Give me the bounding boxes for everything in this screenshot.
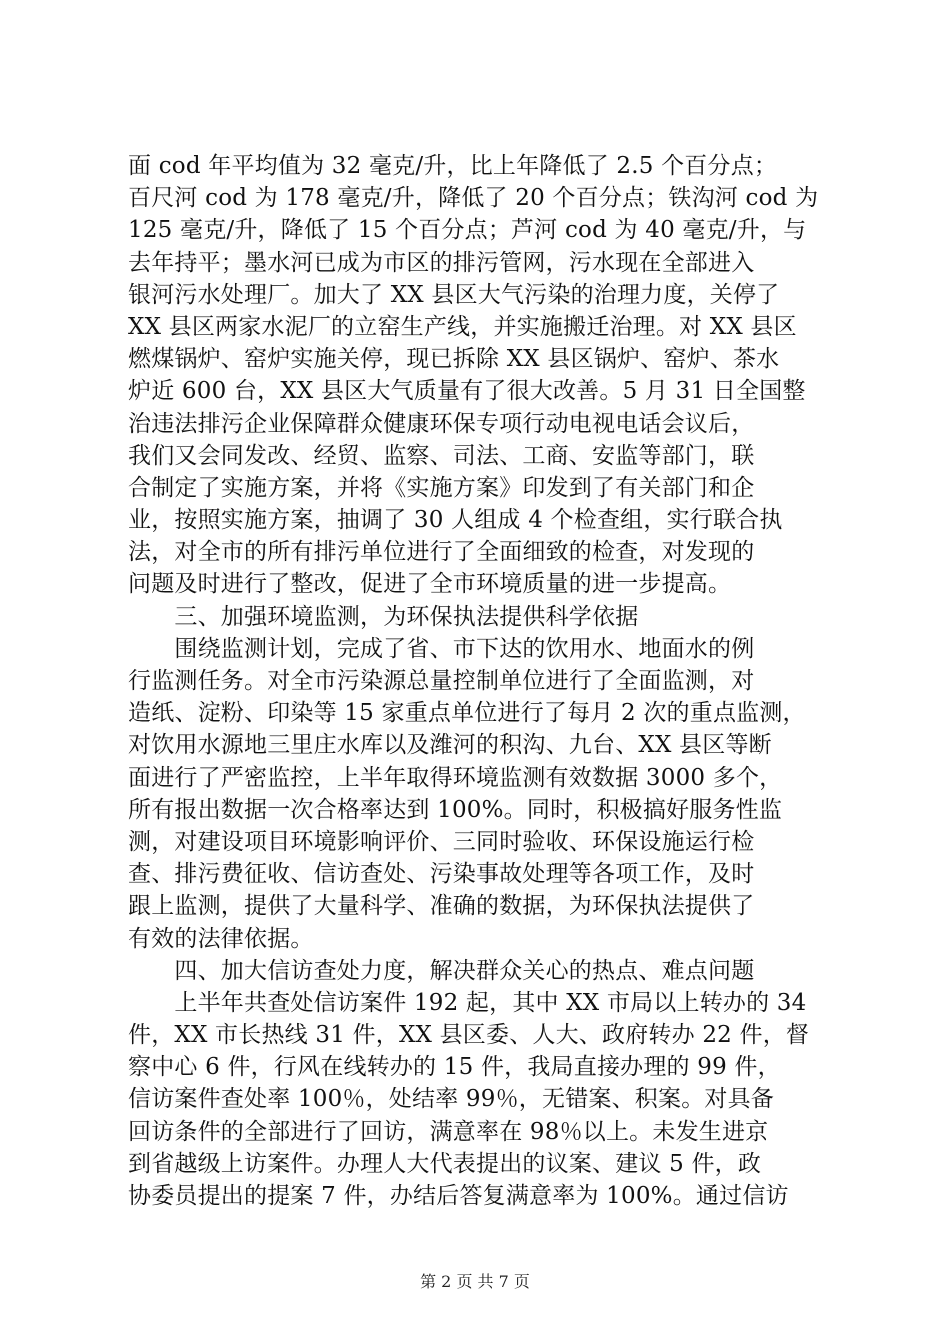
page-footer: 第 2 页 共 7 页 [420, 1272, 530, 1291]
text-line: 燃煤锅炉、窑炉实施关停，现已拆除 XX 县区锅炉、窑炉、茶水 [128, 346, 780, 373]
text-line: 行监测任务。对全市污染源总量控制单位进行了全面监测，对 [128, 668, 755, 694]
text-line: 银河污水处理厂。加大了 XX 县区大气污染的治理力度，关停了 [128, 281, 780, 308]
text-line: XX 县区两家水泥厂的立窑生产线，并实施搬迁治理。对 XX 县区 [128, 313, 797, 340]
text-line: 有效的法律依据。 [128, 925, 314, 952]
text-line: 百尺河 cod 为 178 毫克/升，降低了 20 个百分点；铁沟河 cod 为 [128, 185, 819, 212]
text-line: 治违法排污企业保障群众健康环保专项行动电视电话会议后， [128, 410, 755, 437]
text-line: 问题及时进行了整改，促进了全市环境质量的进一步提高。 [128, 571, 732, 598]
text-line: 测，对建设项目环境影响评价、三同时验收、环保设施运行检 [128, 828, 755, 855]
text-line: 业，按照实施方案，抽调了 30 人组成 4 个检查组，实行联合执 [128, 507, 783, 534]
text-line: 三、加强环境监测，为环保执法提供科学依据 [128, 603, 639, 630]
text-line: 面进行了严密监控，上半年取得环境监测有效数据 3000 多个， [128, 764, 783, 791]
body-text [128, 150, 828, 1212]
text-line: 跟上监测，提供了大量科学、准确的数据，为环保执法提供了 [128, 893, 755, 920]
text-line: 上半年共查处信访案件 192 起，其中 XX 市局以上转办的 34 [128, 989, 807, 1016]
text-line: 协委员提出的提案 7 件，办结后答复满意率为 100%。通过信访 [128, 1183, 789, 1209]
text-line: 造纸、淀粉、印染等 15 家重点单位进行了每月 2 次的重点监测， [128, 700, 806, 727]
text-line: 到省越级上访案件。办理人大代表提出的议案、建议 5 件，政 [128, 1150, 762, 1177]
text-line: 查、排污费征收、信访查处、污染事故处理等各项工作，及时 [128, 861, 755, 888]
text-line: 四、加大信访查处力度，解决群众关心的热点、难点问题 [128, 957, 755, 984]
text-line: 所有报出数据一次合格率达到 100%。同时，积极搞好服务性监 [128, 796, 783, 823]
text-line: 面 cod 年平均值为 32 毫克/升，比上年降低了 2.5 个百分点； [128, 153, 778, 179]
text-line: 炉近 600 台，XX 县区大气质量有了很大改善。5 月 31 日全国整 [128, 378, 806, 405]
text-line: 件，XX 市长热线 31 件，XX 县区委、人大、政府转办 22 件，督 [128, 1022, 810, 1049]
text-line: 我们又会同发改、经贸、监察、司法、工商、安监等部门，联 [128, 442, 755, 469]
text-line: 围绕监测计划，完成了省、市下达的饮用水、地面水的例 [128, 635, 755, 662]
text-line: 回访条件的全部进行了回访，满意率在 98％以上。未发生进京 [128, 1118, 769, 1145]
text-line: 信访案件查处率 100％，处结率 99％，无错案、积案。对具备 [128, 1086, 774, 1113]
text-line: 法，对全市的所有排污单位进行了全面细致的检查，对发现的 [128, 539, 755, 566]
text-line: 合制定了实施方案，并将《实施方案》印发到了有关部门和企 [128, 474, 755, 501]
text-line: 对饮用水源地三里庄水库以及潍河的积沟、九台、XX 县区等断 [128, 732, 772, 759]
text-line: 察中心 6 件，行风在线转办的 15 件，我局直接办理的 99 件， [128, 1054, 781, 1081]
text-line: 125 毫克/升，降低了 15 个百分点；芦河 cod 为 40 毫克/升，与 [128, 217, 807, 244]
text-line: 去年持平；墨水河已成为市区的排污管网，污水现在全部进入 [128, 249, 755, 276]
